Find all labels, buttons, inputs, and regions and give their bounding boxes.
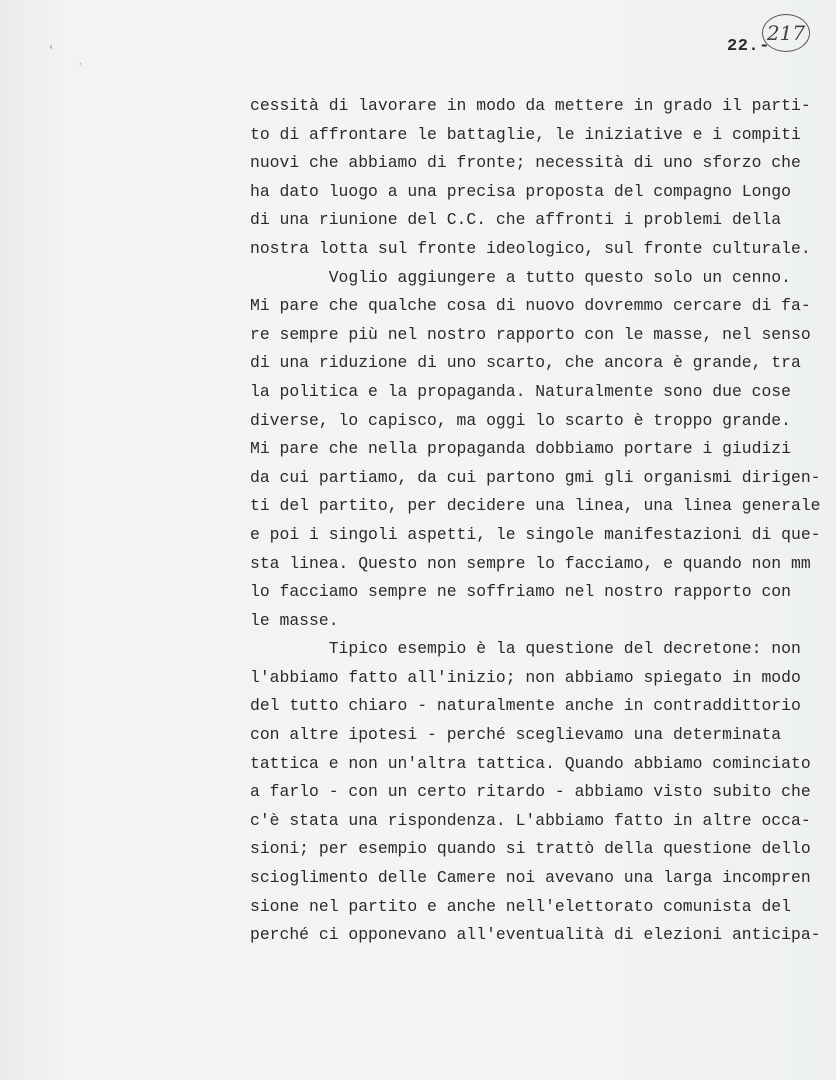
text-line: con altre ipotesi - perché sceglievamo una determinata <box>250 725 782 745</box>
text-line: Tipico esempio è la questione del decretone: non <box>250 639 801 659</box>
text-line: cessità di lavorare in modo da mettere in grado il parti- <box>250 96 811 115</box>
text-line: lo facciamo sempre ne soffriamo nel nostro rapporto con <box>250 582 791 602</box>
text-line: c'è stata una rispondenza. L'abbiamo fatto in altre occa- <box>250 810 811 830</box>
text-line: ha dato luogo a una precisa proposta del compagno Longo <box>250 181 791 201</box>
text-line: ti del partito, per decidere una linea, una linea generale <box>250 496 821 516</box>
text-line: diverse, lo capisco, ma oggi lo scarto è troppo grande. <box>250 410 791 430</box>
text-line: del tutto chiaro - naturalmente anche in contraddittorio <box>250 696 801 716</box>
text-line: perché ci opponevano all'eventualità di elezioni anticipa- <box>250 925 821 945</box>
text-line: le masse. <box>250 610 339 630</box>
text-line: e poi i singoli aspetti, le singole manifestazioni di que- <box>250 524 821 544</box>
text-line: nuovi che abbiamo di fronte; necessità di uno sforzo che <box>250 153 801 173</box>
text-line: l'abbiamo fatto all'inizio; non abbiamo spiegato in modo <box>250 667 801 687</box>
text-line: di una riunione del C.C. che affronti i problemi della <box>250 210 782 230</box>
edge-mark: ' <box>48 46 55 57</box>
page-number: 22.- <box>727 37 770 56</box>
body-text <box>250 92 830 950</box>
text-line: tattica e non un'altra tattica. Quando abbiamo cominciato <box>250 753 811 773</box>
text-line: la politica e la propaganda. Naturalmente sono due cose <box>250 381 791 401</box>
text-line: re sempre più nel nostro rapporto con le masse, nel senso <box>250 324 811 344</box>
text-line: Mi pare che qualche cosa di nuovo dovremmo cercare di fa- <box>250 296 811 316</box>
text-line: da cui partiamo, da cui partono gmi gli organismi dirigen- <box>250 467 821 487</box>
text-line: a farlo - con un certo ritardo - abbiamo visto subito che <box>250 782 811 802</box>
text-line: Mi pare che nella propaganda dobbiamo portare i giudizi <box>250 439 791 459</box>
text-line: sione nel partito e anche nell'elettorato comunista del <box>250 896 791 916</box>
text-line: di una riduzione di uno scarto, che ancora è grande, tra <box>250 353 801 373</box>
text-line: scioglimento delle Camere noi avevano una larga incompren <box>250 868 811 888</box>
text-line: Voglio aggiungere a tutto questo solo un cenno. <box>250 267 791 287</box>
text-line: nostra lotta sul fronte ideologico, sul fronte culturale. <box>250 238 811 258</box>
text-line: sta linea. Questo non sempre lo facciamo, e quando non mm <box>250 553 811 573</box>
edge-mark: · <box>78 60 83 69</box>
archive-number-stamp: 217 <box>762 14 810 52</box>
text-line: sioni; per esempio quando si trattò della questione dello <box>250 839 811 859</box>
text-line: to di affrontare le battaglie, le iniziative e i compiti <box>250 124 801 144</box>
